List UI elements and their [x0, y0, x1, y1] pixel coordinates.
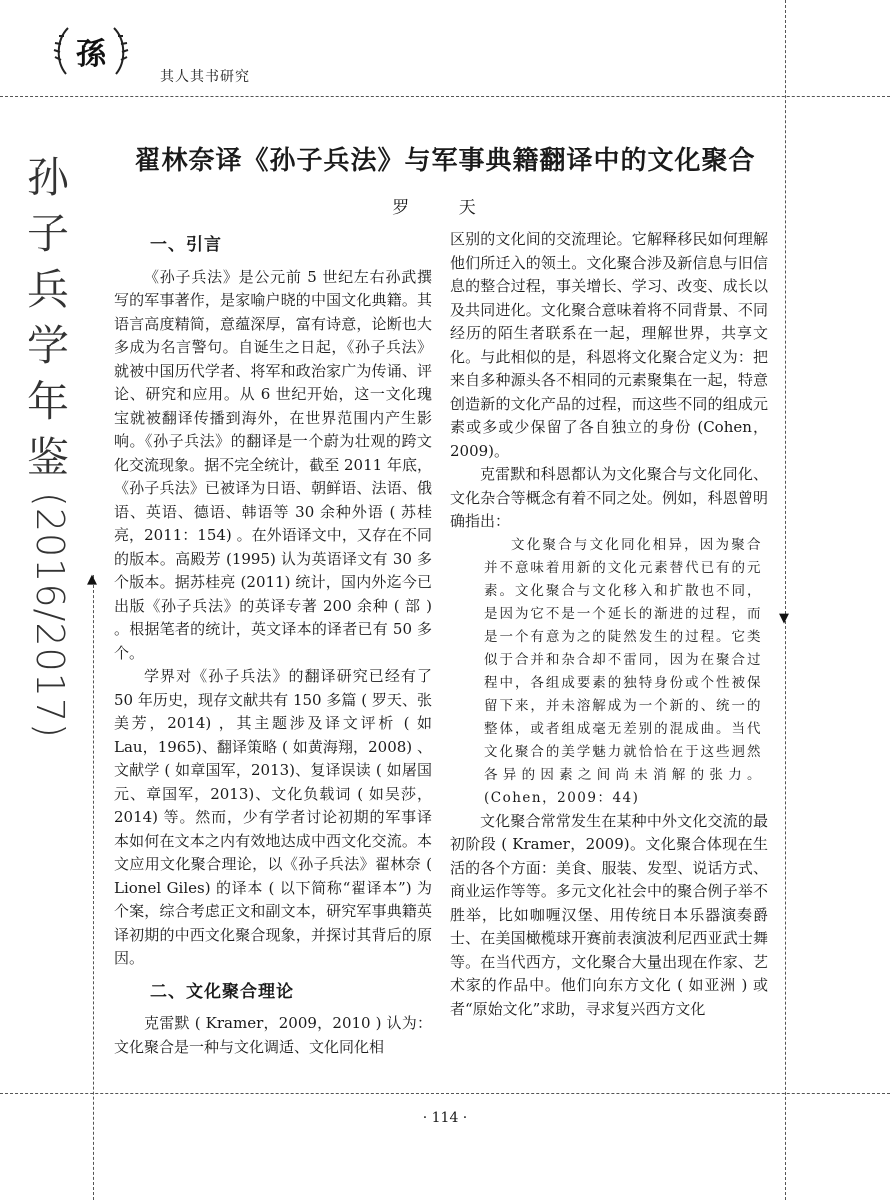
journal-logo [52, 22, 130, 82]
page-number: · 114 · [422, 1110, 468, 1126]
section-heading-theory: 二、文化聚合理论 [150, 981, 294, 1002]
paragraph: 克雷默和科恩都认为文化聚合与文化同化、文化杂合等概念有着不同之处。例如，科恩曾明确指出： [450, 465, 768, 530]
article-title: 翟林奈译《孙子兵法》与军事典籍翻译中的文化聚合 [134, 146, 756, 176]
bottom-dashed-rule [0, 1093, 890, 1094]
vertical-title-char: 年 [26, 377, 69, 426]
yearbook-vertical-title [22, 150, 74, 739]
paragraph: 克雷默 ( Kramer，2009，2010 ) 认为：文化聚合是一种与文化调适、文化同化相 [114, 1014, 432, 1056]
vertical-title-char: 子 [26, 209, 69, 258]
down-triangle-marker: ▼ [779, 611, 789, 626]
vertical-title-char: 兵 [26, 265, 69, 314]
right-dashed-guide [785, 0, 786, 1200]
paragraph: 学界对《孙子兵法》的翻译研究已经有了 50 年历史，现存文献共有 150 多篇 ( 罗天、张美芳，2014) ，其主题涉及译文评析 ( 如 Lau，1965)、翻译策略 ( 如黄海翔，2008) 、文献学 ( 如章国军，2013)、复译误读 ( 如屠国元、章国军，2013)、文化负载词 ( 如吴莎，2014) 等。然而，少有学者讨论初期的军事译本如何在文本之内有效地达成中西文化交流。本文应用文化聚合理论，以《孙子兵法》翟林奈 ( Lionel Giles) 的译本 ( 以下简称“翟译本”) 为个案，综合考虑正文和副文本，研究军事典籍英译初期的中西文化聚合现象，并探讨其背后的原因。 [114, 667, 432, 967]
left-column [114, 228, 432, 1059]
paragraph: 《孙子兵法》是公元前 5 世纪左右孙武撰写的军事著作，是家喻户晓的中国文化典籍。其语言高度精简，意蕴深厚，富有诗意，论断也大多成为名言警句。自诞生之日起，《孙子兵法》就被中国历代学者、将军和政治家广为传诵、评论、研究和应用。从 6 世纪开始，这一文化瑰宝就被翻译传播到海外，在世界范围内产生影响。《孙子兵法》的翻译是一个蔚为壮观的跨文化交流现象。据不完全统计，截至 2011 年底，《孙子兵法》已被译为日语、朝鲜语、法语、俄语、英语、德语、韩语等 30 余种外语 ( 苏桂亮，2011：154) 。在外语译文中，又存在不同的版本。高殿芳 (1995) 认为英语译文有 30 多个版本。据苏桂亮 (2011) 统计，国内外迄今已出版《孙子兵法》的英译专著 200 余种 ( 部 ) 。根据笔者的统计，英文译本的译者已有 50 多个。 [114, 267, 432, 662]
section-header: 其人其书研究 [160, 69, 250, 85]
vertical-title-char: 学 [26, 321, 69, 370]
vertical-title-year: (2016/2017) [28, 492, 72, 739]
up-triangle-marker: ▲ [87, 572, 97, 587]
vertical-title-char: 孙 [26, 153, 69, 202]
block-quote: 文化聚合与文化同化相异，因为聚合并不意味着用新的文化元素替代已有的元素。文化聚合与文化移入和扩散也不同，是因为它不是一个延长的渐进的过程，而是一个有意为之的陡然发生的过程。它类似于合并和杂合却不雷同，因为在聚合过程中，各组成要素的独特身份或个性被保留下来，并未溶解成为一个新的、统一的整体，或者组成毫无差别的混成曲。当代文化聚合的美学魅力就恰恰在于这些迥然各异的因素之间尚未消解的张力。(Cohen，2009：44) [484, 536, 762, 806]
top-dashed-rule [0, 96, 890, 97]
article-author: 罗 天 [392, 198, 498, 218]
left-dashed-guide [93, 575, 94, 1200]
paragraph-continued: 区别的文化间的交流理论。它解释移民如何理解他们所迁入的领土。文化聚合涉及新信息与旧信息的整合过程，事关增长、学习、改变、成长以及共同进化。文化聚合意味着将不同背景、不同经历的陌生者联系在一起，理解世界，共享文化。与此相似的是，科恩将文化聚合定义为：把来自多种源头各不相同的元素聚集在一起，特意创造新的文化产品的过程，而这些不同的组成元素或多或少保留了各自独立的身份 (Cohen，2009)。 [450, 230, 768, 460]
vertical-title-char: 鉴 [26, 433, 69, 482]
svg-text:孫: 孫 [76, 37, 106, 72]
paragraph: 文化聚合常常发生在某种中外文化交流的最初阶段 ( Kramer，2009)。文化聚合体现在生活的各个方面：美食、服装、发型、说话方式、商业运作等等。多元文化社会中的聚合例子举不胜举，比如咖喱汉堡、用传统日本乐器演奏爵士、在美国橄榄球开赛前表演波利尼西亚武士舞等。在当代西方，文化聚合大量出现在作家、艺术家的作品中。他们向东方文化 ( 如亚洲 ) 或者“原始文化”求助，寻求复兴西方文化 [450, 811, 768, 1018]
section-heading-introduction: 一、引言 [150, 235, 222, 255]
right-column [450, 228, 768, 1021]
